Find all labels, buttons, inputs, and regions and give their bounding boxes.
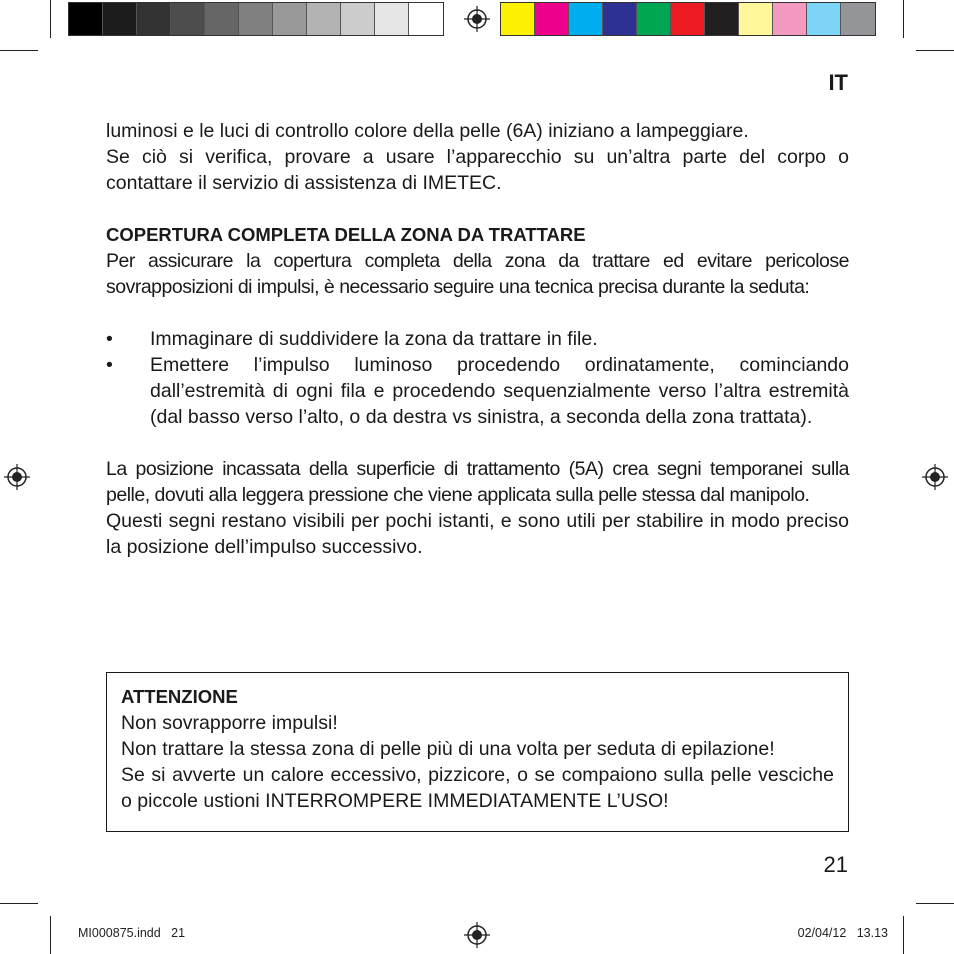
intro-paragraph: luminosi e le luci di controllo colore della pelle (6A) iniziano a lampeggiare. [106,120,749,142]
intro-paragraph: Se ciò si verifica, provare a usare l’apparecchio su un’altra parte del corpo o contattare il servizio di assistenza di IMETEC. [106,146,849,194]
color-swatch [307,3,341,35]
warning-line: Se si avverte un calore eccessivo, pizzicore, o se compaiono sulla pelle vesciche o piccole ustioni INTERROMPERE IMMEDIATAMENTE L’USO! [121,764,834,812]
color-swatch [807,3,841,35]
crop-mark [916,903,954,904]
color-swatch [171,3,205,35]
color-swatch [205,3,239,35]
color-swatch [535,3,569,35]
color-swatch [103,3,137,35]
warning-box [106,672,849,832]
color-swatch [739,3,773,35]
crop-mark [916,50,954,51]
section-paragraph: Per assicurare la copertura completa della zona da trattare ed evitare pericolose sovrapposizioni di impulsi, è necessario seguire una tecnica precisa durante la seduta: [106,250,849,298]
bullet-list [106,326,849,430]
page-number: 21 [823,852,848,877]
color-swatch [603,3,637,35]
section-heading: COPERTURA COMPLETA DELLA ZONA DA TRATTARE [106,224,586,245]
manual-body [106,118,849,560]
registration-mark-icon [464,6,490,32]
bullet-icon: • [106,328,113,350]
crop-mark [50,916,51,954]
registration-mark-icon [922,464,948,490]
crop-mark [0,50,38,51]
color-swatch [409,3,443,35]
color-swatch [239,3,273,35]
color-swatch [137,3,171,35]
closing-paragraph: Questi segni restano visibili per pochi istanti, e sono utili per stabilire in modo preciso la posizione dell’impulso successivo. [106,510,849,558]
color-swatch [637,3,671,35]
color-swatch [273,3,307,35]
color-swatch [69,3,103,35]
list-item: • Emettere l’impulso luminoso procedendo ordinatamente, cominciando dall’estremità di ogni fila e procedendo sequenzialmente verso l’altra estremità (dal basso verso l’alto, o da destra vs sinistra, a seconda della zona trattata). [106,354,849,428]
warning-line: Non sovrapporre impulsi! [121,712,338,734]
crop-mark [903,916,904,954]
color-swatch [501,3,535,35]
grayscale-color-bar [68,2,444,36]
color-swatch [773,3,807,35]
warning-title: ATTENZIONE [121,686,238,707]
registration-mark-icon [464,922,490,948]
crop-mark [903,0,904,38]
color-swatch [671,3,705,35]
list-item: • Immaginare di suddividere la zona da trattare in file. [106,328,598,350]
language-code: IT [828,70,848,95]
footer-file-label: MI000875.indd 21 [78,926,186,940]
color-swatch [569,3,603,35]
process-color-bar [500,2,876,36]
registration-mark-icon [4,464,30,490]
color-swatch [375,3,409,35]
bullet-icon: • [106,354,113,376]
warning-line: Non trattare la stessa zona di pelle più di una volta per seduta di epilazione! [121,738,775,760]
crop-mark [0,903,38,904]
crop-mark [50,0,51,38]
closing-paragraph: La posizione incassata della superficie di trattamento (5A) crea segni temporanei sulla pelle, dovuti alla leggera pressione che viene applicata sulla pelle stessa dal manipolo. [106,458,849,506]
color-swatch [841,3,875,35]
color-swatch [705,3,739,35]
footer-date-time: 02/04/12 13.13 [797,926,888,940]
color-swatch [341,3,375,35]
